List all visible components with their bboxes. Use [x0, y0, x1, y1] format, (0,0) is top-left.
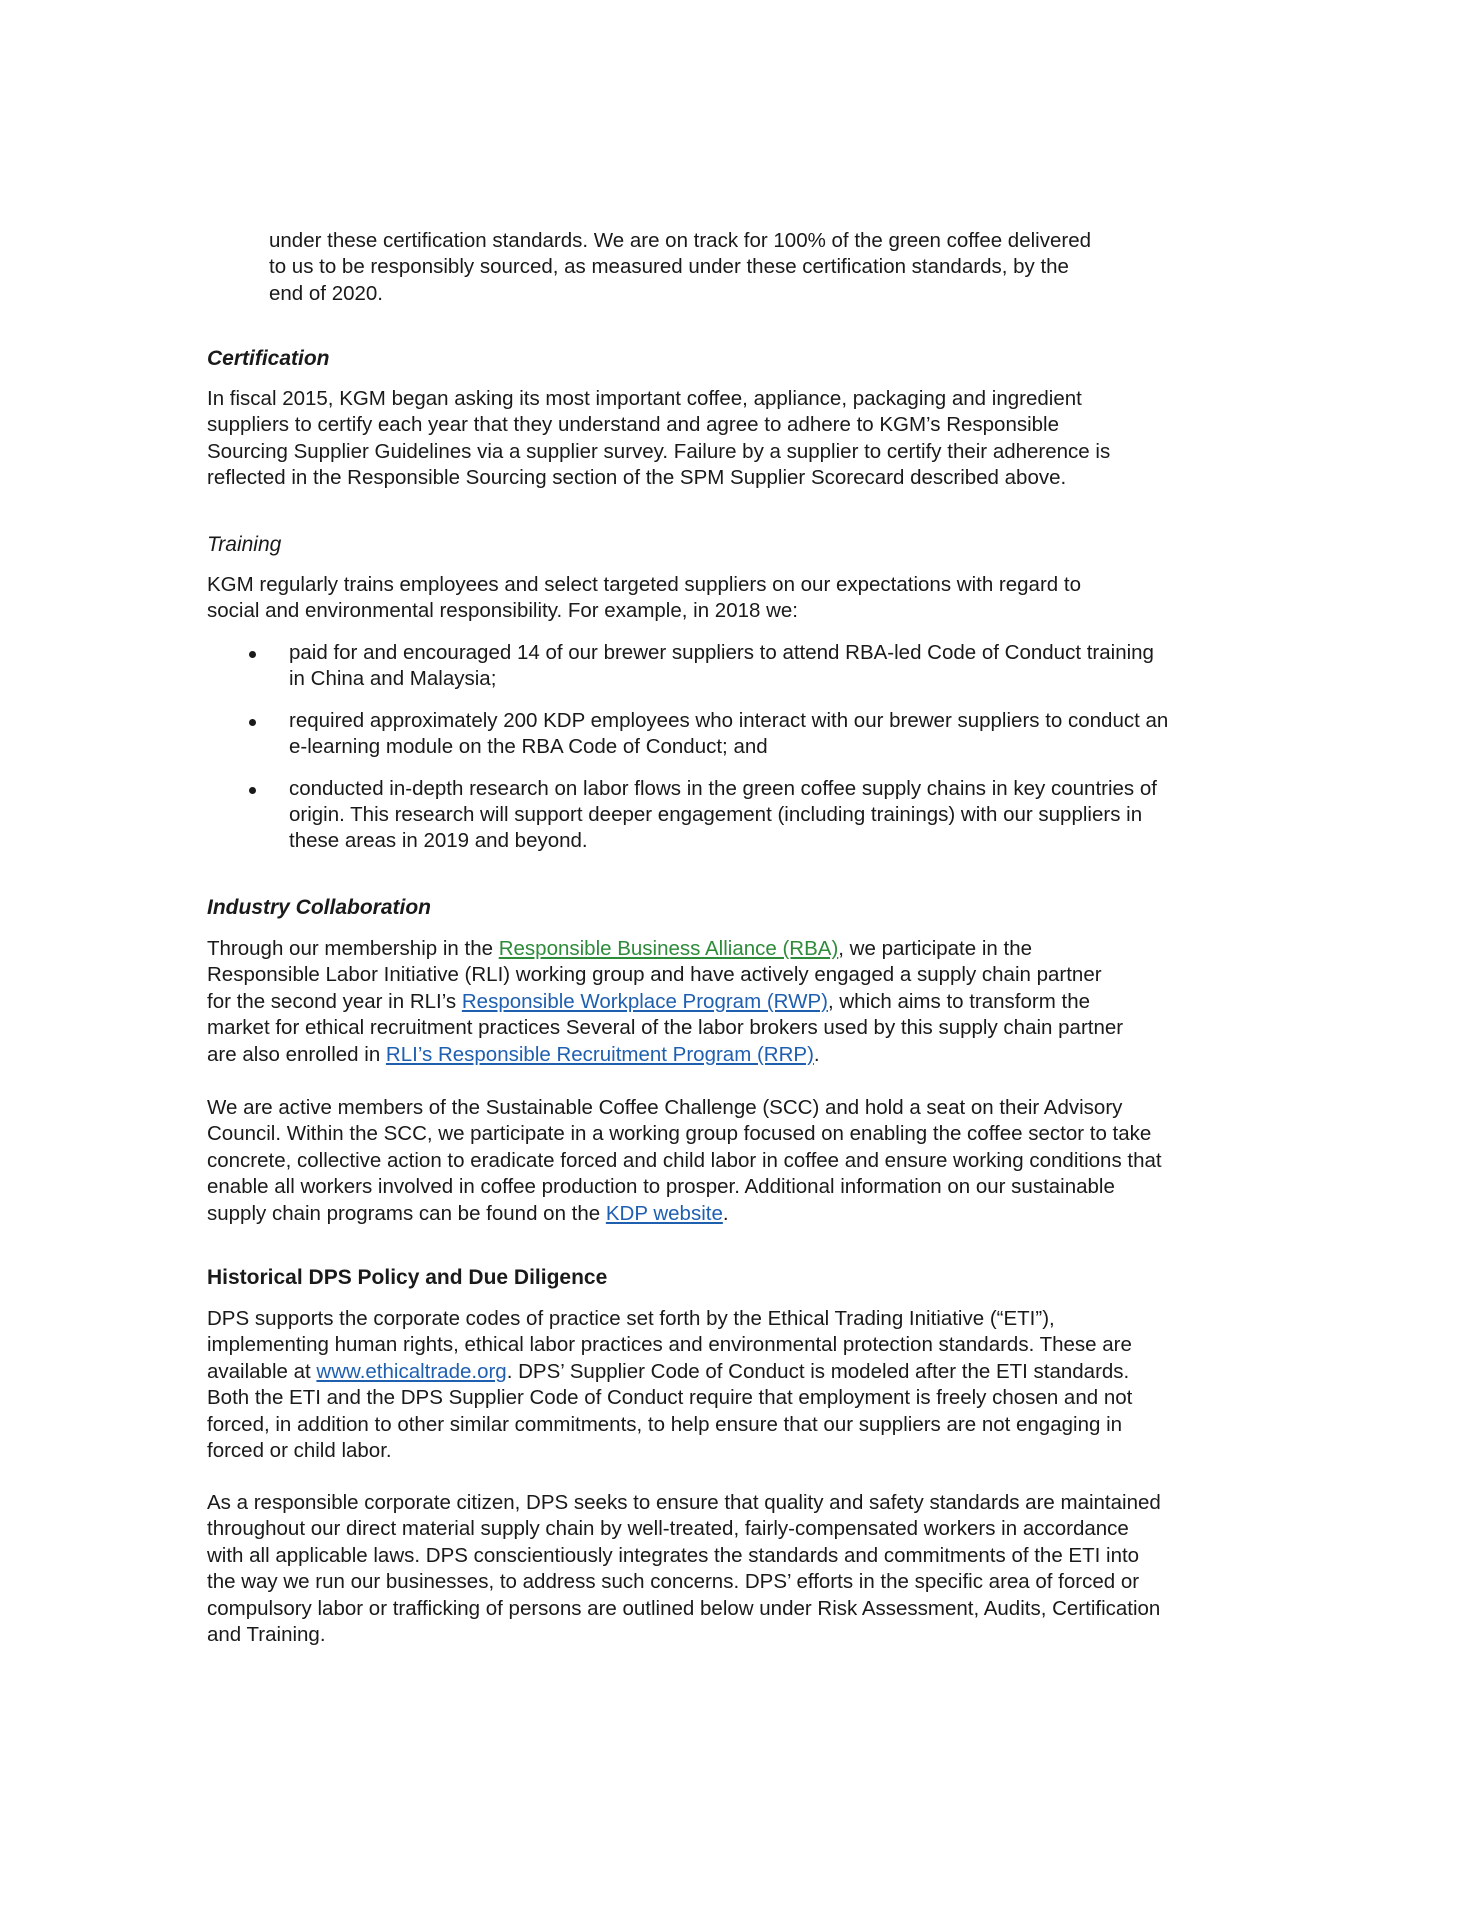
- intro-paragraph: [269, 228, 1091, 307]
- training-paragraph: [207, 572, 1081, 625]
- rba-link[interactable]: Responsible Business Alliance (RBA): [498, 937, 839, 960]
- industry-line: [207, 1042, 1123, 1068]
- historical-line: the way we run our businesses, to address such concerns. DPS’ efforts in the specific area of forced or: [207, 1570, 1140, 1594]
- bullet-line: conducted in-depth research on labor flows in the green coffee supply chains in key countries of: [289, 776, 1157, 800]
- industry-text: .: [722, 1201, 729, 1225]
- training-bullet-list: [289, 640, 1168, 855]
- industry-line: concrete, collective action to eradicate forced and child labor in coffee and ensure working conditions that: [207, 1148, 1162, 1172]
- certification-heading: Certification: [207, 347, 330, 370]
- ethicaltrade-link[interactable]: www.ethicaltrade.org: [316, 1359, 507, 1383]
- industry-paragraph-1: [207, 936, 1123, 1068]
- historical-line: implementing human rights, ethical labor practices and environmental protection standards. These are: [207, 1333, 1132, 1357]
- industry-text: Through our membership in the: [207, 937, 499, 960]
- historical-text: . DPS’ Supplier Code of Conduct is modeled after the ETI standards.: [506, 1359, 1130, 1383]
- intro-line: end of 2020.: [269, 281, 383, 305]
- bullet-line: required approximately 200 KDP employees who interact with our brewer suppliers to conduct an: [289, 708, 1169, 732]
- intro-line: under these certification standards. We are on track for 100% of the green coffee delivered: [269, 229, 1092, 252]
- historical-dps-heading: Historical DPS Policy and Due Diligence: [207, 1266, 608, 1289]
- industry-paragraph-2: [207, 1095, 1162, 1227]
- rwp-link[interactable]: Responsible Workplace Program (RWP): [461, 989, 828, 1013]
- industry-line: [207, 936, 1123, 962]
- intro-line: to us to be responsibly sourced, as measured under these certification standards, by the: [269, 255, 1069, 279]
- historical-line: forced, in addition to other similar commitments, to help ensure that our suppliers are not engaging in: [207, 1412, 1123, 1436]
- historical-line: Both the ETI and the DPS Supplier Code of Conduct require that employment is freely chosen and not: [207, 1386, 1133, 1410]
- industry-text: , which aims to transform the: [827, 989, 1091, 1013]
- industry-line: Responsible Labor Initiative (RLI) working group and have actively engaged a supply chain partner: [207, 963, 1102, 987]
- training-bullet-item: [289, 776, 1168, 855]
- certification-line: Sourcing Supplier Guidelines via a supplier survey. Failure by a supplier to certify their adherence is: [207, 439, 1111, 463]
- industry-collaboration-heading: Industry Collaboration: [207, 896, 432, 919]
- historical-line: and Training.: [207, 1623, 326, 1647]
- historical-line: DPS supports the corporate codes of practice set forth by the Ethical Trading Initiative (“ETI”),: [207, 1307, 1055, 1330]
- industry-line: [207, 989, 1123, 1015]
- historical-paragraph-2: [207, 1490, 1161, 1648]
- certification-line: reflected in the Responsible Sourcing section of the SPM Supplier Scorecard described above.: [207, 466, 1067, 490]
- industry-text: for the second year in RLI’s: [207, 989, 462, 1013]
- historical-line: forced or child labor.: [207, 1439, 392, 1463]
- historical-text: available at: [207, 1359, 317, 1383]
- historical-paragraph-1: [207, 1306, 1132, 1464]
- bullet-line: e-learning module on the RBA Code of Conduct; and: [289, 735, 768, 759]
- training-bullet-item: [289, 708, 1168, 761]
- certification-line: In fiscal 2015, KGM began asking its most important coffee, appliance, packaging and ingredient: [207, 387, 1082, 410]
- certification-line: suppliers to certify each year that they understand and agree to adhere to KGM’s Responsible: [207, 413, 1060, 437]
- training-bullet-item: [289, 640, 1168, 693]
- industry-line: We are active members of the Sustainable Coffee Challenge (SCC) and hold a seat on their Advisory: [207, 1096, 1123, 1119]
- certification-paragraph: [207, 386, 1110, 492]
- industry-line: [207, 1201, 1162, 1227]
- training-heading: Training: [207, 533, 282, 556]
- bullet-line: in China and Malaysia;: [289, 667, 497, 691]
- historical-line: compulsory labor or trafficking of persons are outlined below under Risk Assessment, Audits, Certification: [207, 1596, 1161, 1620]
- rrp-link[interactable]: RLI’s Responsible Recruitment Program (RRP): [385, 1042, 814, 1066]
- historical-line: with all applicable laws. DPS conscientiously integrates the standards and commitments of the ETI into: [207, 1543, 1140, 1567]
- industry-line: market for ethical recruitment practices Several of the labor brokers used by this supply chain partner: [207, 1016, 1124, 1040]
- historical-line: As a responsible corporate citizen, DPS seeks to ensure that quality and safety standards are maintained: [207, 1491, 1161, 1514]
- bullet-icon: [249, 787, 256, 794]
- industry-text: .: [813, 1042, 820, 1066]
- industry-line: enable all workers involved in coffee production to prosper. Additional information on our sustainable: [207, 1175, 1115, 1199]
- bullet-line: paid for and encouraged 14 of our brewer suppliers to attend RBA-led Code of Conduct training: [289, 641, 1154, 664]
- bullet-line: these areas in 2019 and beyond.: [289, 829, 588, 853]
- training-line: social and environmental responsibility. For example, in 2018 we:: [207, 599, 799, 623]
- historical-line: [207, 1359, 1132, 1385]
- bullet-line: origin. This research will support deeper engagement (including trainings) with our suppliers in: [289, 803, 1143, 827]
- industry-text: , we participate in the: [838, 937, 1033, 960]
- bullet-icon: [249, 651, 256, 658]
- kdp-website-link[interactable]: KDP website: [605, 1201, 723, 1225]
- bullet-icon: [249, 719, 256, 726]
- industry-text: supply chain programs can be found on the: [207, 1201, 606, 1225]
- training-line: KGM regularly trains employees and select targeted suppliers on our expectations with regard to: [207, 573, 1081, 596]
- industry-text: are also enrolled in: [207, 1042, 386, 1066]
- historical-line: throughout our direct material supply chain by well-treated, fairly-compensated workers in accordance: [207, 1517, 1129, 1541]
- industry-line: Council. Within the SCC, we participate in a working group focused on enabling the coffee sector to take: [207, 1122, 1152, 1146]
